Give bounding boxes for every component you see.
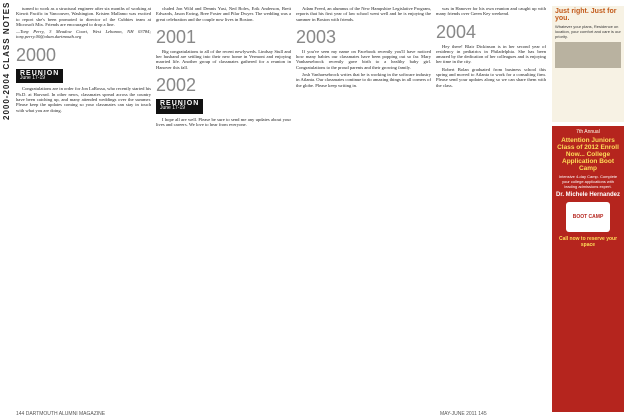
paragraph: Adam Freed, an alumnus of the New Hampshire Legislative Program, reports that his first year of law school went well and he is enjoying the summer in Boston with friends.	[296, 6, 431, 22]
ad-expert-name: Dr. Michele Hernandez	[555, 192, 621, 198]
paragraph: I hope all are well. Please be sure to send me any updates about your lives and careers. We love to hear from everyone.	[156, 116, 291, 127]
paragraph: Congratulations are in order for Jon LaRossa, who recently started his Ph.D. at Harvard. In other news, classmates spread across the country have been catching up, and many attended weddings over the summer. Please keep the updates coming so your classmates can stay in touch with what you are doing.	[16, 86, 151, 113]
page-footer-right: MAY-JUNE 2011 145	[440, 411, 487, 417]
boot-camp-logo: BOOT CAMP	[566, 202, 610, 232]
column-2	[156, 6, 291, 406]
class-year: 2003	[296, 26, 337, 47]
ad-tagline: 7th Annual	[576, 129, 600, 135]
section-side-tab: 2000-2004 CLASS NOTES	[2, 1, 11, 120]
paragraph: If you've seen my name on Facebook recently you'll have noticed how many babies our classmates have been popping out so far. Mary Vanhaesebrock recently gave birth to a healthy baby girl. Congratulations to the proud parents and their growing family.	[296, 48, 431, 70]
ad-title: Attention Juniors Class of 2012 Enroll Now... College Application Boot Camp	[557, 137, 619, 172]
class-year: 2002	[156, 75, 197, 96]
paragraph: Josh Vanhaesebrock writes that he is working in the software industry in Atlanta. Our classmates continue to do amazing things in all corners of the globe. Please keep writing in.	[296, 72, 431, 88]
column-3	[296, 6, 431, 406]
ad-photo	[555, 42, 621, 68]
reunion-badge: REUNION June 17-19	[16, 69, 63, 84]
paragraph: Robert Bolan graduated from business school this spring and moved to Atlanta to work for a consulting firm. Please send your updates along so we can share them with the class.	[436, 66, 546, 88]
class-year: 2004	[436, 21, 477, 42]
class-year: 2001	[156, 26, 197, 47]
column-1	[16, 6, 151, 406]
paragraph: turned to work as a structural engineer after six months of working at Kiewit Pacific in Vancouver, Washington. Kristen Mallamo was excited to report she's been promoted to director of the Cubbies team at Microsoft Mix. Friends are encouraged to drop a line.	[16, 6, 151, 27]
paragraph: was in Hanover for his own reunion and caught up with many friends over Green Key weekend.	[436, 6, 546, 17]
class-year: 2000	[16, 44, 57, 65]
paragraph: cluded Jon Wild and Dennis Yusi, Ned Boles, Erik Anderson, Brett Edwards, Jason Ewing, Bree Foster and Pilar Dwyer. The wedding was a great celebration and the couple now lives in Boston.	[156, 6, 291, 22]
ad-headline: Just right. Just for you.	[555, 8, 617, 22]
column-4	[436, 6, 546, 406]
bootcamp-advertisement[interactable]	[552, 126, 624, 412]
residence-advertisement[interactable]	[552, 6, 624, 122]
ad-body: Intensive 4-day Camp. Complete your college applications with leading admissions expert.	[558, 174, 618, 189]
paragraph: Big congratulations to all of the recent newlyweds. Lindsay Stull and her husband are settling into their new home in Vermont and enjoying married life. Another group of classmates gathered for a reunion in Hanover this fall.	[156, 48, 291, 70]
ad-body: Whatever your plans, Residence on location, your comfort and care is our priority.	[555, 24, 621, 39]
signature: —Tony Perry, 3 Meadow Court, West Lebanon, NH 03784; tony.perry.00@alum.dartmouth.org	[16, 29, 151, 40]
page-footer-left: 144 DARTMOUTH ALUMNI MAGAZINE	[16, 411, 106, 417]
ad-call-to-action[interactable]: Call now to reserve your space	[558, 236, 618, 248]
paragraph: Hey there! Blair Dickinson is in her second year of residency in pediatrics in Philadelphia. She has been amazed by the dedication of her colleagues and is enjoying her time in the city.	[436, 43, 546, 65]
reunion-badge: REUNION June 17-19	[156, 99, 203, 114]
